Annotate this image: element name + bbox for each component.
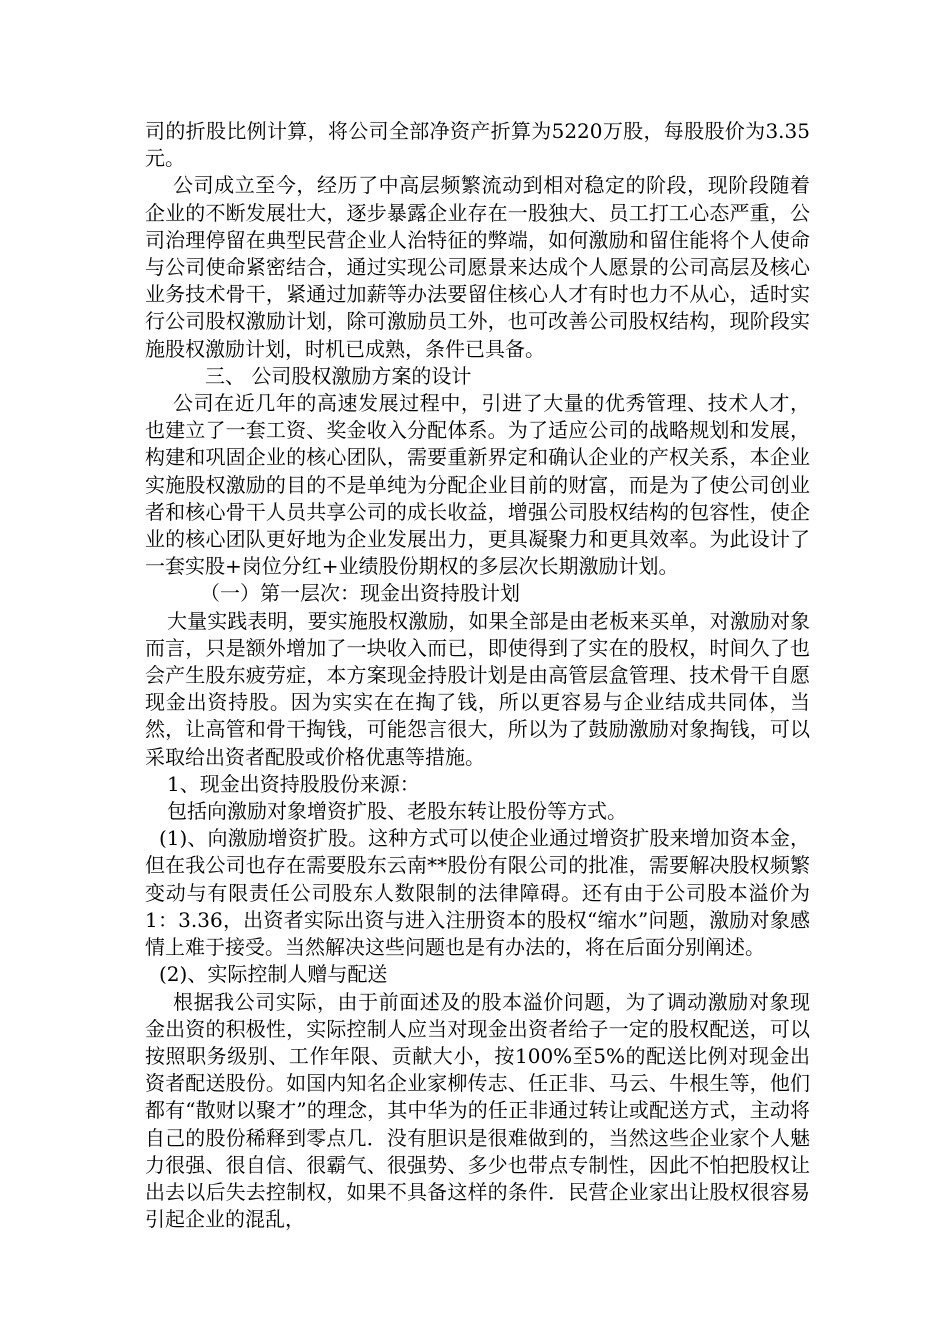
paragraph-cash-plan: 大量实践表明，要实施股权激励，如果全部是由老板来买单，对激励对象而言，只是额外增加了一块收入而已，即使得到了实在的股权，时间久了也会产生股东疲劳症，本方案现金持股计划是由高管层盒管理、技术骨干自愿现金出资持股。因为实实在在掏了钱，所以更容易与企业结成共同体，当然，让高管和骨干掏钱，可能怨言很大，所以为了鼓励激励对象掏钱，可以采取给出资者配股或价格优惠等措施。 [145, 608, 810, 769]
paragraph-capital-increase: (1)、向激励增资扩股。这种方式可以使企业通过增资扩股来增加资本金，但在我公司也存在需要股东云南**股份有限公司的批准，需要解决股权频繁变动与有限责任公司股东人数限制的法律障碍。还有由于公司股本溢价为1：3.36，出资者实际出资与进入注册资本的股权“缩水”问题，激励对象感情上难于接受。当然解决这些问题也是有办法的，将在后面分别阐述。 [145, 826, 810, 960]
subsection-heading-1: （一）第一层次：现金出资持股计划 [200, 581, 520, 606]
list-heading-share-source: 1、现金出资持股股份来源： [167, 771, 420, 796]
document-body [145, 118, 810, 1233]
list-heading-gift-allocation: (2)、实际控制人赠与配送 [159, 962, 388, 987]
paragraph-company-background: 公司成立至今，经历了中高层频繁流动到相对稳定的阶段，现阶段随着企业的不断发展壮大，逐步暴露企业存在一股独大、员工打工心态严重，公司治理停留在典型民营企业人治特征的弊端，如何激励和留住能将个人使命与公司使命紧密结合，通过实现公司愿景来达成个人愿景的公司高层及核心业务技术骨干，紧通过加薪等办法要留住核心人才有时也力不从心，适时实行公司股权激励计划，除可激励员工外，也可改善公司股权结构，现阶段实施股权激励计划，时机已成熟，条件已具备。 [145, 173, 810, 361]
paragraph-continuation: 司的折股比例计算，将公司全部净资产折算为5220万股，每股股价为3.35元。 [145, 119, 810, 171]
paragraph-gift-allocation: 根据我公司实际，由于前面述及的股本溢价问题，为了调动激励对象现金出资的积极性，实际控制人应当对现金出资者给子一定的股权配送，可以按照职务级别、工作年限、贡献大小，按100%至5%的配送比例对现金出资者配送股份。如国内知名企业家柳传志、任正非、马云、牛根生等，他们都有“散财以聚才”的理念，其中华为的任正非通过转让或配送方式，主动将自己的股份稀释到零点几．没有胆识是很难做到的，当然这些企业家个人魅力很强、很自信、很霸气、很强势、多少也带点专制性，因此不怕把股权让出去以后失去控制权，如果不具备这样的条件．民营企业家出让股权很容易引起企业的混乱， [145, 989, 810, 1232]
section-heading-3: 三、 公司股权激励方案的设计 [205, 363, 472, 388]
paragraph-source-methods: 包括向激励对象增资扩股、老股东转让股份等方式。 [167, 799, 627, 824]
paragraph-design-intro: 公司在近几年的高速发展过程中，引进了大量的优秀管理、技术人才，也建立了一套工资、奖金收入分配体系。为了适应公司的战略规划和发展，构建和巩固企业的核心团队，需要重新界定和确认企业的产权关系，本企业实施股权激励的目的不是单纯为分配企业目前的财富，而是为了使公司创业者和核心骨干人员共享公司的成长收益，增强公司股权结构的包容性，使企业的核心团队更好地为企业发展出力，更具凝聚力和更具效率。为此设计了一套实股+岗位分红+业绩股份期权的多层次长期激励计划。 [145, 391, 810, 579]
